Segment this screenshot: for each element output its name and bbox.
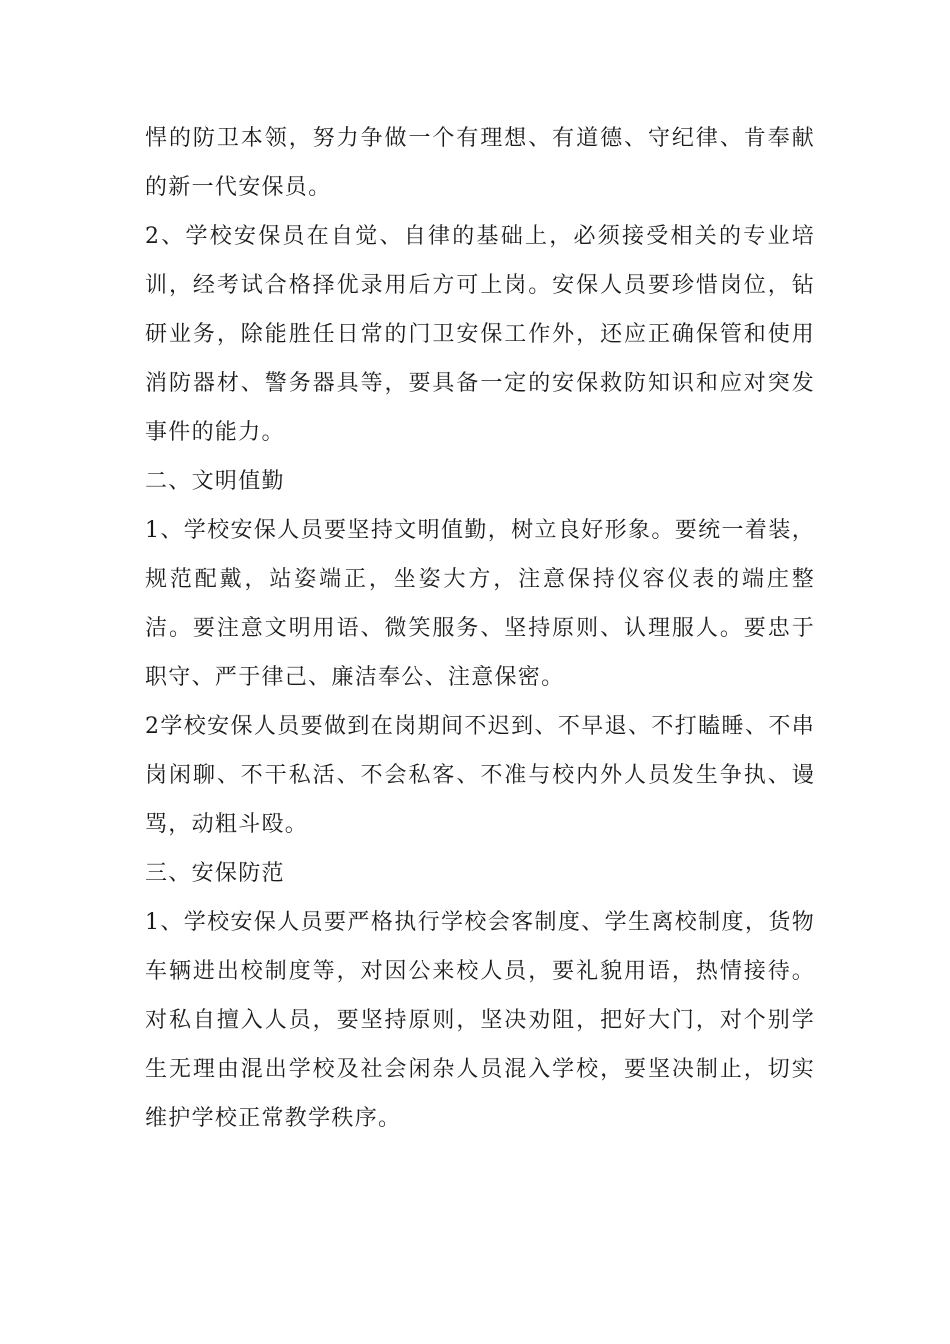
document-body — [145, 114, 815, 1143]
paragraph-civil-duty-1: 1、学校安保人员要坚持文明值勤，树立良好形象。要统一着装，规范配戴，站姿端正，坐姿大方，注意保持仪容仪表的端庄整洁。要注意文明用语、微笑服务、坚持原则、认理服人。要忠于职守、严于律己、廉洁奉公、注意保密。 — [145, 518, 815, 690]
paragraph-continuation: 悍的防卫本领，努力争做一个有理想、有道德、守纪律、肯奉献的新一代安保员。 — [145, 126, 815, 200]
paragraph-security-1: 1、学校安保人员要严格执行学校会客制度、学生离校制度，货物车辆进出校制度等，对因公来校人员，要礼貌用语，热情接待。对私自擅入人员，要坚持原则，坚决劝阻，把好大门，对个别学生无理由混出学校及社会闲杂人员混入学校，要坚决制止，切实维护学校正常教学秩序。 — [145, 910, 815, 1131]
section-heading-security: 三、安保防范 — [145, 861, 285, 886]
paragraph-civil-duty-2: 2学校安保人员要做到在岗期间不迟到、不早退、不打瞌睡、不串岗闲聊、不干私活、不会私客、不准与校内外人员发生争执、谩骂，动粗斗殴。 — [145, 714, 815, 837]
section-heading-civil-duty: 二、文明值勤 — [145, 469, 285, 494]
paragraph-training: 2、学校安保员在自觉、自律的基础上，必须接受相关的专业培训，经考试合格择优录用后方可上岗。安保人员要珍惜岗位，钻研业务，除能胜任日常的门卫安保工作外，还应正确保管和使用消防器材、警务器具等，要具备一定的安保救防知识和应对突发事件的能力。 — [145, 224, 815, 445]
